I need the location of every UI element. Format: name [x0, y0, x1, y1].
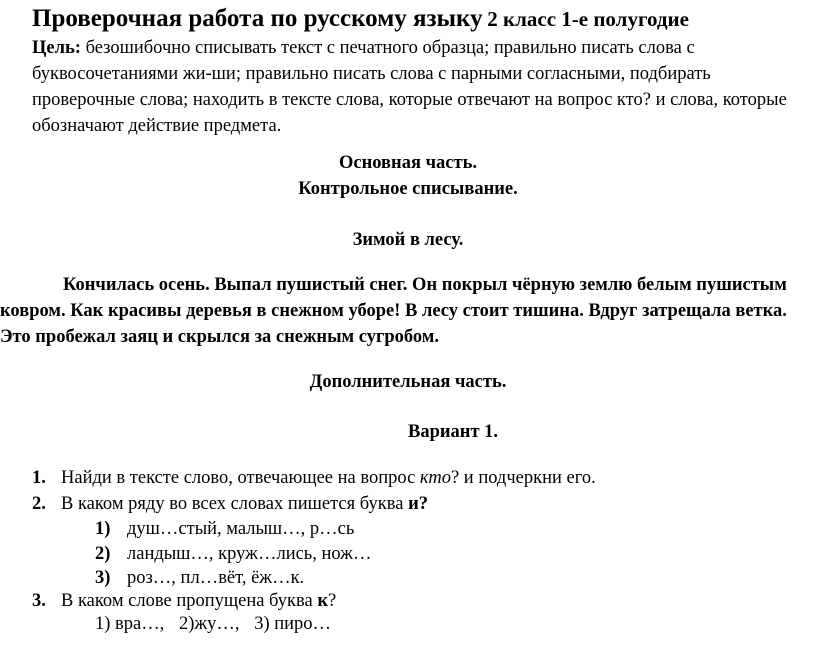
- task-text: В каком слове пропущена буква: [61, 591, 318, 611]
- dictation-text: [0, 272, 816, 350]
- answer-option-3: 3) пиро…: [254, 614, 332, 634]
- task-text-end: ?: [328, 591, 337, 611]
- main-part-subheading: Контрольное списывание.: [298, 179, 518, 199]
- answer-option-2: 2)жу…,: [178, 614, 240, 634]
- option-text: роз…, пл…вёт, ёж…к.: [127, 568, 305, 588]
- task-text-end: ? и подчеркни его.: [450, 468, 596, 488]
- task-emphasis: и?: [408, 494, 428, 514]
- dictation-body: Кончилась осень. Выпал пушистый снег. Он покрыл чёрную землю белым пушистым ковром. Как красивы деревья в снежном уборе! В лесу стоит тишина. Вдруг затрещала ветка. Это пробежал заяц и скрылся за снежным сугробом.: [0, 275, 787, 347]
- goal-label: Цель:: [32, 38, 81, 58]
- variant-label: Вариант 1.: [408, 422, 499, 442]
- option-text: душ…стый, малыш…, р…сь: [127, 519, 355, 539]
- goal-text: безошибочно списывать текст с печатного образца; правильно писать слова с буквосочетаниями жи-ши; правильно писать слова с парными согласными, подбирать проверочные слова; находить в тексте слова, которые отвечают на вопрос кто? и слова, которые обозначают действие предмета.: [32, 38, 787, 136]
- task-emphasis: к: [317, 591, 329, 611]
- page-title: [32, 5, 689, 35]
- task-emphasis: кто: [419, 468, 451, 488]
- option-number: 2): [95, 544, 111, 564]
- task-3-answers: [95, 611, 341, 637]
- title-main: Проверочная работа по русскому языку: [32, 5, 483, 32]
- answer-option-1: 1) вра…,: [95, 614, 165, 634]
- dictation-title: Зимой в лесу.: [352, 230, 464, 250]
- task-text: Найди в тексте слово, отвечающее на вопрос: [61, 468, 420, 488]
- extra-part-heading: Дополнительная часть.: [309, 372, 507, 392]
- task-number: 3.: [32, 591, 46, 611]
- option-number: 3): [95, 568, 111, 588]
- option-number: 1): [95, 519, 111, 539]
- main-part-heading: Основная часть.: [339, 153, 477, 173]
- task-number: 1.: [32, 468, 46, 488]
- option-text: ландыш…, круж…лись, нож…: [127, 544, 372, 564]
- title-grade: 2 класс 1-е полугодие: [487, 7, 689, 31]
- task-1: [32, 465, 596, 491]
- task-2-option-1: [95, 516, 354, 542]
- task-number: 2.: [32, 494, 46, 514]
- task-text: В каком ряду во всех словах пишется буква: [61, 494, 409, 514]
- goal-paragraph: [32, 35, 816, 139]
- task-2-option-2: [95, 541, 371, 567]
- task-2: [32, 491, 428, 517]
